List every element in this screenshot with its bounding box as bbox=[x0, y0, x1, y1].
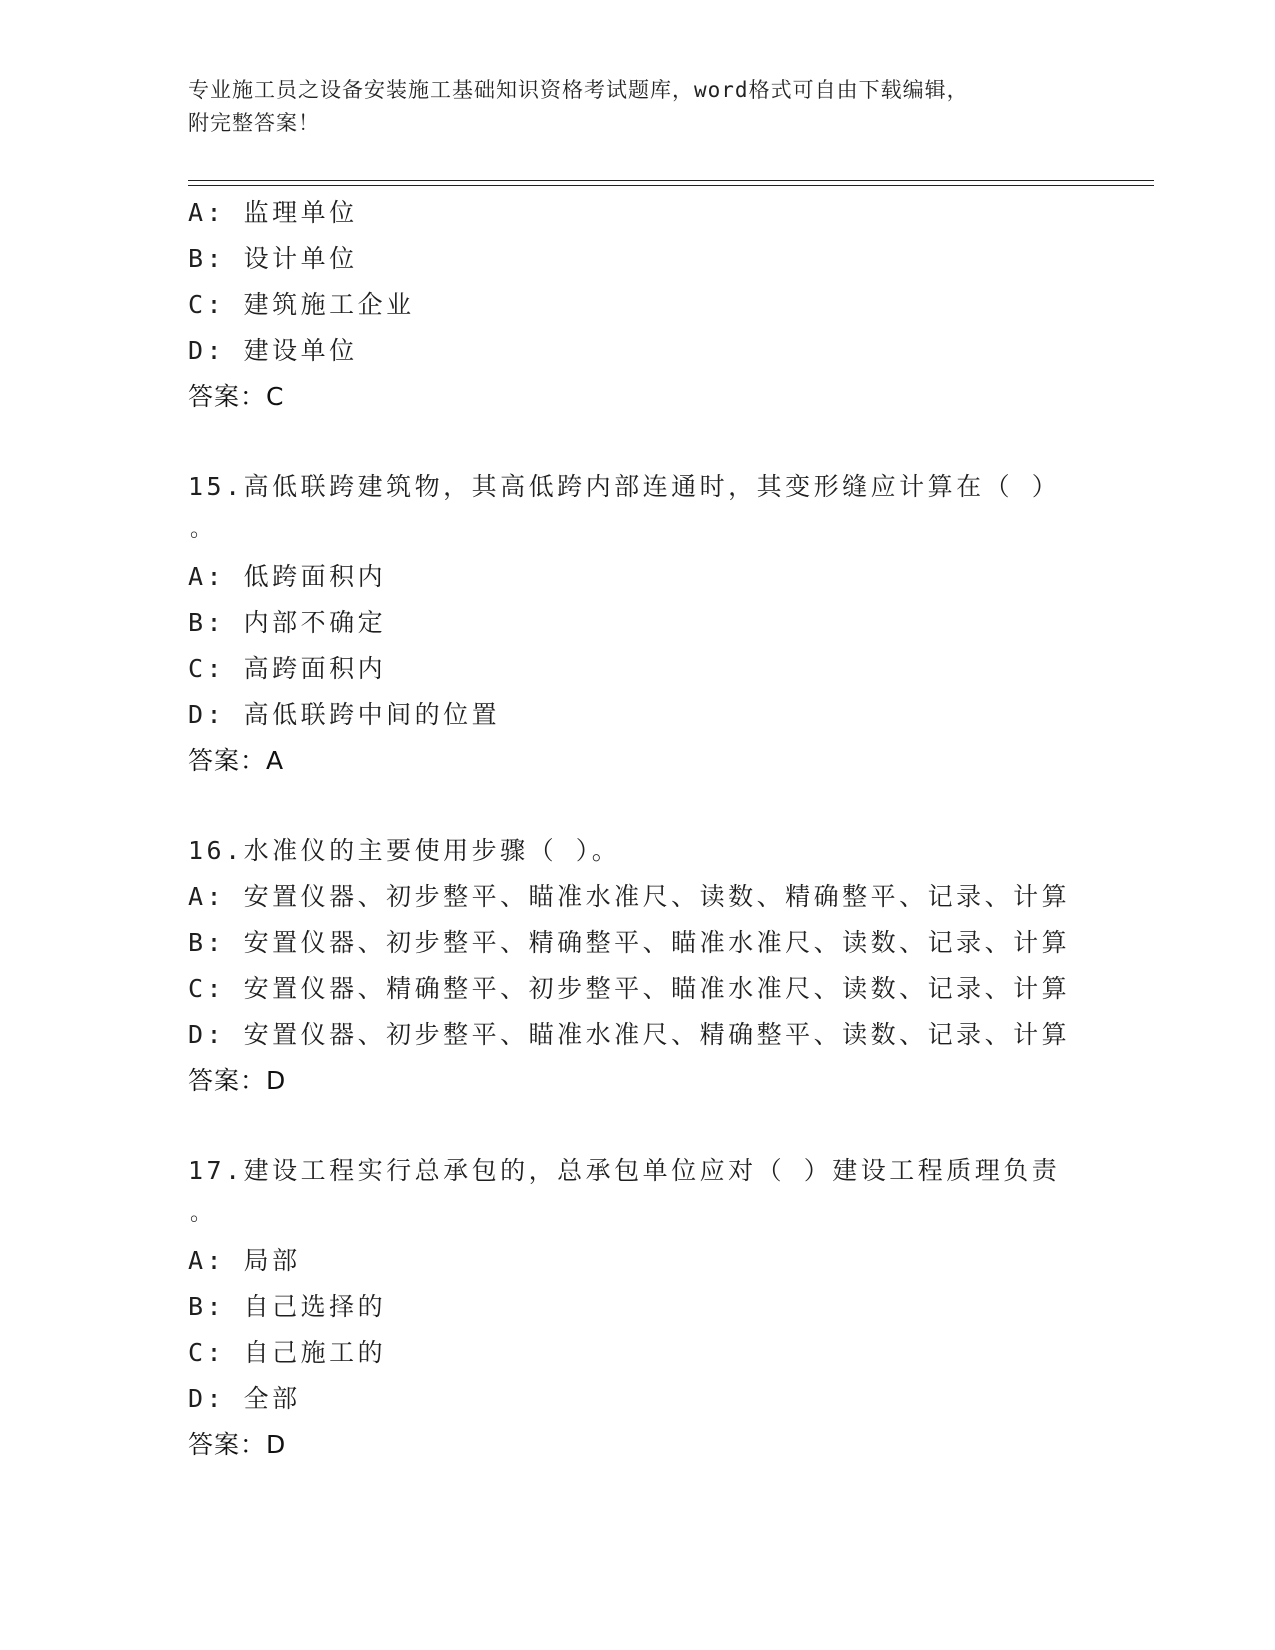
option-b: B: 设计单位 bbox=[188, 244, 358, 273]
answer-line: 答案：A bbox=[188, 746, 285, 775]
header-divider-top bbox=[188, 180, 1154, 181]
header-line-2: 附完整答案！ bbox=[188, 111, 320, 135]
answer-line: 答案：D bbox=[188, 1430, 287, 1459]
header-divider-bottom bbox=[188, 185, 1154, 186]
question-title-continuation: 。 bbox=[190, 1201, 213, 1226]
option-d: D: 安置仪器、初步整平、瞄准水准尺、精确整平、读数、记录、计算 bbox=[188, 1020, 1071, 1049]
option-b: B: 自己选择的 bbox=[188, 1292, 387, 1321]
option-d: D: 全部 bbox=[188, 1384, 301, 1413]
document-header bbox=[188, 74, 1068, 140]
question-title-continuation: 。 bbox=[190, 517, 213, 542]
option-c: C: 安置仪器、精确整平、初步整平、瞄准水准尺、读数、记录、计算 bbox=[188, 974, 1071, 1003]
option-b: B: 安置仪器、初步整平、精确整平、瞄准水准尺、读数、记录、计算 bbox=[188, 928, 1071, 957]
question-block-prev bbox=[188, 190, 1148, 420]
option-a: A: 低跨面积内 bbox=[188, 562, 387, 591]
option-c: C: 自己施工的 bbox=[188, 1338, 387, 1367]
question-title: 15.高低联跨建筑物，其高低跨内部连通时，其变形缝应计算在（ ） bbox=[188, 472, 1061, 501]
question-block-16 bbox=[188, 828, 1148, 1104]
option-c: C: 建筑施工企业 bbox=[188, 290, 415, 319]
option-d: D: 建设单位 bbox=[188, 336, 358, 365]
question-list bbox=[188, 190, 1148, 1512]
option-a: A: 局部 bbox=[188, 1246, 301, 1275]
option-b: B: 内部不确定 bbox=[188, 608, 387, 637]
option-a: A: 安置仪器、初步整平、瞄准水准尺、读数、精确整平、记录、计算 bbox=[188, 882, 1071, 911]
question-block-15 bbox=[188, 464, 1148, 784]
answer-line: 答案：D bbox=[188, 1066, 287, 1095]
option-a: A: 监理单位 bbox=[188, 198, 358, 227]
question-title: 17.建设工程实行总承包的，总承包单位应对（ ）建设工程质理负责 bbox=[188, 1156, 1061, 1185]
option-d: D: 高低联跨中间的位置 bbox=[188, 700, 501, 729]
question-block-17 bbox=[188, 1148, 1148, 1468]
option-c: C: 高跨面积内 bbox=[188, 654, 387, 683]
header-line-1: 专业施工员之设备安装施工基础知识资格考试题库，word格式可自由下载编辑， bbox=[188, 78, 969, 102]
answer-line: 答案：C bbox=[188, 382, 285, 411]
question-title: 16.水准仪的主要使用步骤（ ）。 bbox=[188, 836, 621, 865]
